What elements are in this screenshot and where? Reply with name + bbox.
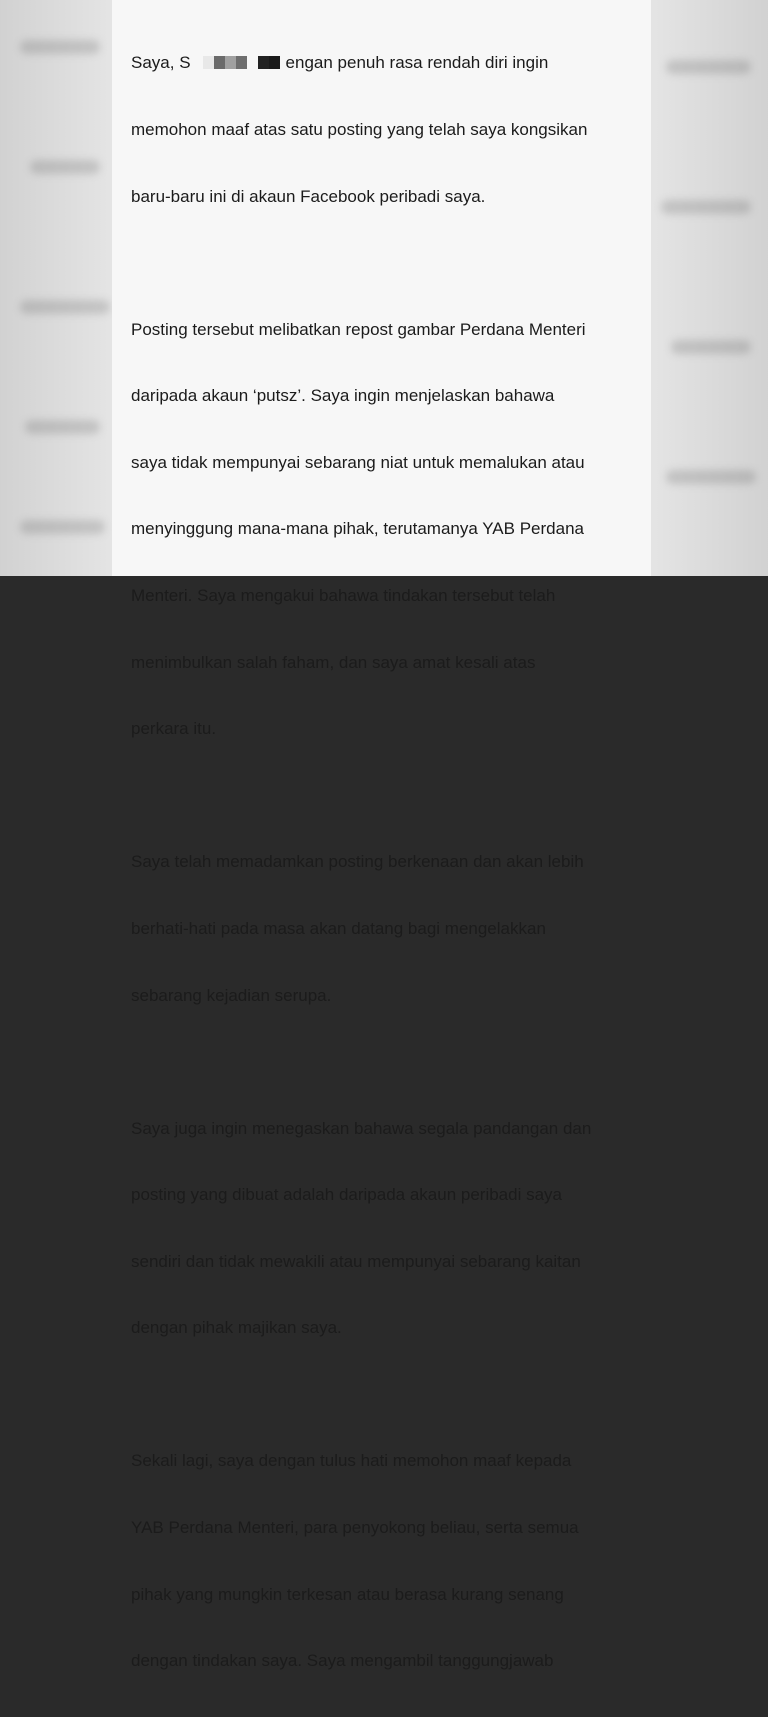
text-line: YAB Perdana Menteri, para penyokong beliau, serta semua [131, 1518, 579, 1537]
paragraph-action [131, 807, 651, 1051]
text-line: sebarang kejadian serupa. [131, 985, 332, 1005]
text-line: Saya telah memadamkan posting berkenaan dan akan lebih [131, 852, 584, 872]
text-line: baru-baru ini di akaun Facebook peribadi saya. [131, 186, 486, 206]
text-line: Menteri. Saya mengakui bahawa tindakan tersebut telah [131, 586, 556, 606]
text-line: dengan pihak majikan saya. [131, 1318, 342, 1338]
redaction-mosaic [203, 53, 284, 66]
text-line: pihak yang mungkin terkesan atau berasa kurang senang [131, 1584, 564, 1604]
paragraph-closing [131, 1406, 651, 1717]
blurred-background-right [651, 0, 768, 576]
text-line: menyinggung mana-mana pihak, terutamanya YAB Perdana [131, 519, 584, 539]
text-line: Sekali lagi, saya dengan tulus hati memohon maaf kepada [131, 1451, 572, 1471]
text-line: memohon maaf atas satu posting yang telah saya kongsikan [131, 120, 588, 140]
text-line: Posting tersebut melibatkan repost gambar Perdana Menteri [131, 319, 586, 339]
paragraph-intro [131, 8, 651, 252]
paragraph-explanation [131, 274, 651, 785]
blurred-background-left [0, 0, 112, 576]
text-line: berhati-hati pada masa akan datang bagi mengelakkan [131, 918, 546, 938]
text-line: Saya juga ingin menegaskan bahawa segala pandangan dan [131, 1118, 592, 1138]
text-line: sendiri dan tidak mewakili atau mempunyai sebarang kaitan [131, 1251, 581, 1271]
apology-post-card [112, 0, 651, 1671]
text-line: saya tidak mempunyai sebarang niat untuk memalukan atau [131, 452, 585, 472]
text-line: menimbulkan salah faham, dan saya amat kesali atas [131, 652, 536, 672]
text-line: posting yang dibuat adalah daripada akaun peribadi saya [131, 1185, 562, 1205]
text-line: Saya, S engan penuh rasa rendah diri ingin [131, 53, 549, 73]
paragraph-disclaimer [131, 1073, 651, 1384]
text-line: dengan tindakan saya. Saya mengambil tanggungjawab [131, 1651, 554, 1671]
text-line: daripada akaun ‘putsz’. Saya ingin menjelaskan bahawa [131, 386, 555, 406]
text-line: perkara itu. [131, 719, 217, 739]
